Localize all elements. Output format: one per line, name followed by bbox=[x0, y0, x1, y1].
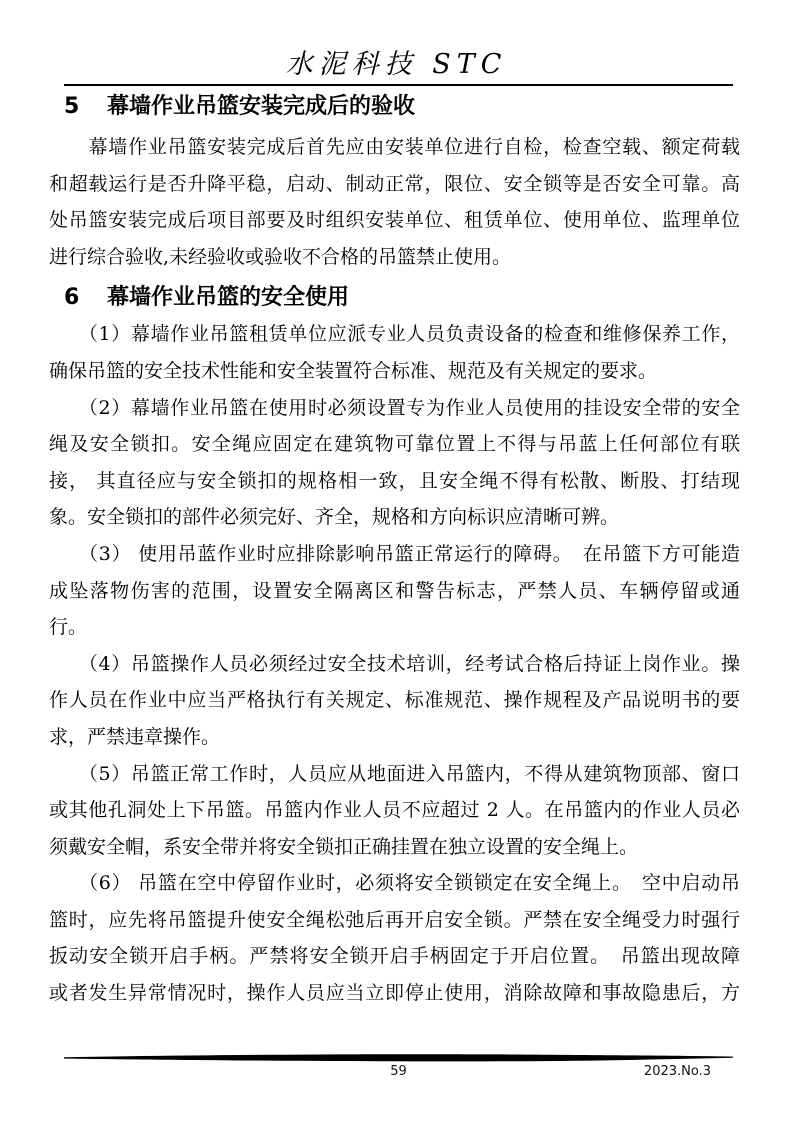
body-line: 成坠落物伤害的范围，设置安全隔离区和警告标志，严禁人员、车辆停留或通 bbox=[49, 579, 740, 602]
header-rule bbox=[64, 84, 733, 86]
section-5-number: 5 bbox=[64, 94, 80, 119]
body-line: 作人员在作业中应当严格执行有关规定、标准规范、操作规程及产品说明书的要 bbox=[49, 689, 740, 712]
section-5-title: 幕墙作业吊篮安装完成后的验收 bbox=[106, 94, 415, 119]
body-line: 篮时，应先将吊篮提升使安全绳松弛后再开启安全锁。严禁在安全绳受力时强行 bbox=[49, 908, 740, 931]
section-5-heading bbox=[64, 92, 733, 122]
body-line: （4）吊篮操作人员必须经过安全技术培训，经考试合格后持证上岗作业。操 bbox=[49, 652, 740, 675]
body-line: （5）吊篮正常工作时，人员应从地面进入吊篮内，不得从建筑物顶部、窗口 bbox=[49, 762, 740, 785]
body-line: （3） 使用吊蓝作业时应排除影响吊篮正常运行的障碍。 在吊篮下方可能造 bbox=[49, 542, 740, 565]
page-footer bbox=[64, 1053, 733, 1082]
section-6-paragraph-6 bbox=[49, 865, 740, 1011]
section-6-paragraph-4 bbox=[49, 646, 740, 756]
body-line: 扳动安全锁开启手柄。严禁将安全锁开启手柄固定于开启位置。 吊篮出现故障 bbox=[49, 945, 740, 968]
section-6-paragraph-1 bbox=[49, 316, 740, 389]
body-line: 确保吊篮的安全技术性能和安全装置符合标准、规范及有关规定的要求。 bbox=[49, 359, 658, 382]
body-line: 和超载运行是否升降平稳，启动、制动正常，限位、安全锁等是否安全可靠。高 bbox=[49, 172, 740, 195]
footer-text-row bbox=[64, 1064, 733, 1082]
body-line: 进行综合验收,未经验收或验收不合格的吊篮禁止使用。 bbox=[49, 245, 512, 268]
page-number: 59 bbox=[390, 1064, 407, 1079]
body-line: 绳及安全锁扣。安全绳应固定在建筑物可靠位置上不得与吊蓝上任何部位有联 bbox=[49, 433, 740, 456]
body-line: 行。 bbox=[49, 616, 88, 639]
body-line: 象。安全锁扣的部件必须完好、齐全，规格和方向标识应清晰可辨。 bbox=[49, 506, 620, 529]
body-line: 处吊篮安装完成后项目部要及时组织安装单位、租赁单位、使用单位、监理单位 bbox=[49, 209, 740, 232]
body-line: （6） 吊篮在空中停留作业时，必须将安全锁锁定在安全绳上。 空中启动吊 bbox=[49, 872, 740, 895]
section-6-paragraph-5 bbox=[49, 756, 740, 866]
section-6-title: 幕墙作业吊篮的安全使用 bbox=[106, 285, 349, 311]
section-6-paragraph-2 bbox=[49, 390, 740, 536]
section-6-heading bbox=[64, 283, 733, 313]
body-line: 求，严禁违章操作。 bbox=[49, 725, 221, 748]
page-header bbox=[0, 0, 793, 86]
body-line: 或者发生异常情况时，操作人员应当立即停止使用，消除故障和事故隐患后，方 bbox=[49, 982, 740, 1005]
body-line: 或其他孔洞处上下吊篮。吊篮内作业人员不应超过 2 人。在吊篮内的作业人员必 bbox=[49, 799, 740, 822]
body-line: 幕墙作业吊篮安装完成后首先应由安装单位进行自检，检查空载、额定荷载 bbox=[49, 136, 740, 158]
body-line: 须戴安全帽，系安全带并将安全锁扣正确挂置在独立设置的安全绳上。 bbox=[49, 835, 639, 858]
body-line: 接， 其直径应与安全锁扣的规格相一致，且安全绳不得有松散、断股、打结现 bbox=[49, 469, 740, 492]
body-line: （2）幕墙作业吊篮在使用时必须设置专为作业人员使用的挂设安全带的安全 bbox=[49, 396, 740, 419]
section-5-paragraph-1 bbox=[49, 129, 740, 275]
section-6-number: 6 bbox=[64, 285, 80, 311]
footer-rule-bar bbox=[64, 1053, 733, 1063]
issue-number: 2023.No.3 bbox=[643, 1064, 711, 1079]
section-6-paragraph-3 bbox=[49, 536, 740, 646]
body-line: （1）幕墙作业吊篮租赁单位应派专业人员负责设备的检查和维修保养工作， bbox=[49, 323, 740, 346]
journal-title: 水泥科技 STC bbox=[285, 49, 508, 80]
